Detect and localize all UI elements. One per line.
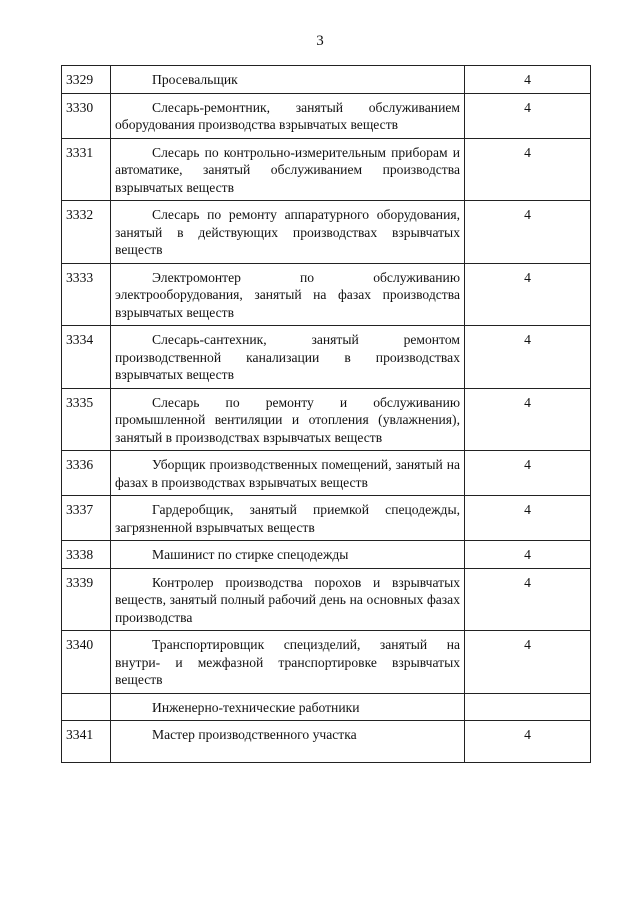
table-row	[62, 93, 591, 138]
row-class: 4	[465, 201, 591, 264]
row-title: Гардеробщик, занятый приемкой спецодежды, загрязненной взрывчатых веществ	[111, 496, 465, 541]
row-class: 4	[465, 138, 591, 201]
occupation-table	[61, 65, 591, 763]
table-row	[62, 388, 591, 451]
row-class: 4	[465, 93, 591, 138]
row-class: 4	[465, 263, 591, 326]
row-title: Транспортировщик специзделий, занятый на внутри- и межфазной транспортировке взрывчатых веществ	[111, 631, 465, 694]
table-row	[62, 451, 591, 496]
row-class: 4	[465, 451, 591, 496]
row-class: 4	[465, 388, 591, 451]
row-class: 4	[465, 541, 591, 569]
row-title: Слесарь-ремонтник, занятый обслуживанием оборудования производства взрывчатых веществ	[111, 93, 465, 138]
row-code: 3329	[62, 66, 111, 94]
row-class-empty	[465, 693, 591, 721]
row-code: 3339	[62, 568, 111, 631]
table-row	[62, 138, 591, 201]
row-class: 4	[465, 721, 591, 763]
table-row	[62, 496, 591, 541]
table-row	[62, 326, 591, 389]
row-code: 3331	[62, 138, 111, 201]
row-title: Уборщик производственных помещений, занятый на фазах в производствах взрывчатых веществ	[111, 451, 465, 496]
row-title: Просевальщик	[111, 66, 465, 94]
table-row	[62, 263, 591, 326]
row-code: 3336	[62, 451, 111, 496]
section-heading-row	[62, 693, 591, 721]
row-title: Контролер производства порохов и взрывчатых веществ, занятый полный рабочий день на основных фазах производства	[111, 568, 465, 631]
row-code: 3338	[62, 541, 111, 569]
row-class: 4	[465, 66, 591, 94]
row-code: 3334	[62, 326, 111, 389]
row-code: 3340	[62, 631, 111, 694]
row-title: Слесарь по контрольно-измерительным приборам и автоматике, занятый обслуживанием производства взрывчатых веществ	[111, 138, 465, 201]
row-title: Слесарь по ремонту и обслуживанию промышленной вентиляции и отопления (увлажнения), занятый в производствах взрывчатых веществ	[111, 388, 465, 451]
table-row	[62, 721, 591, 763]
row-code-empty	[62, 693, 111, 721]
section-heading: Инженерно-технические работники	[111, 693, 465, 721]
row-code: 3341	[62, 721, 111, 763]
row-code: 3333	[62, 263, 111, 326]
row-title: Электромонтер по обслуживанию электрооборудования, занятый на фазах производства взрывчатых веществ	[111, 263, 465, 326]
row-class: 4	[465, 568, 591, 631]
row-title: Мастер производственного участка	[111, 721, 465, 763]
row-class: 4	[465, 631, 591, 694]
row-code: 3332	[62, 201, 111, 264]
table-row	[62, 568, 591, 631]
table-row	[62, 201, 591, 264]
row-class: 4	[465, 496, 591, 541]
row-class: 4	[465, 326, 591, 389]
row-code: 3337	[62, 496, 111, 541]
row-code: 3335	[62, 388, 111, 451]
row-title: Машинист по стирке спецодежды	[111, 541, 465, 569]
row-code: 3330	[62, 93, 111, 138]
table-row	[62, 541, 591, 569]
table-row	[62, 631, 591, 694]
page-number: 3	[316, 33, 324, 49]
table-row	[62, 66, 591, 94]
row-title: Слесарь-сантехник, занятый ремонтом производственной канализации в производствах взрывчатых веществ	[111, 326, 465, 389]
row-title: Слесарь по ремонту аппаратурного оборудования, занятый в действующих производствах взрывчатых веществ	[111, 201, 465, 264]
